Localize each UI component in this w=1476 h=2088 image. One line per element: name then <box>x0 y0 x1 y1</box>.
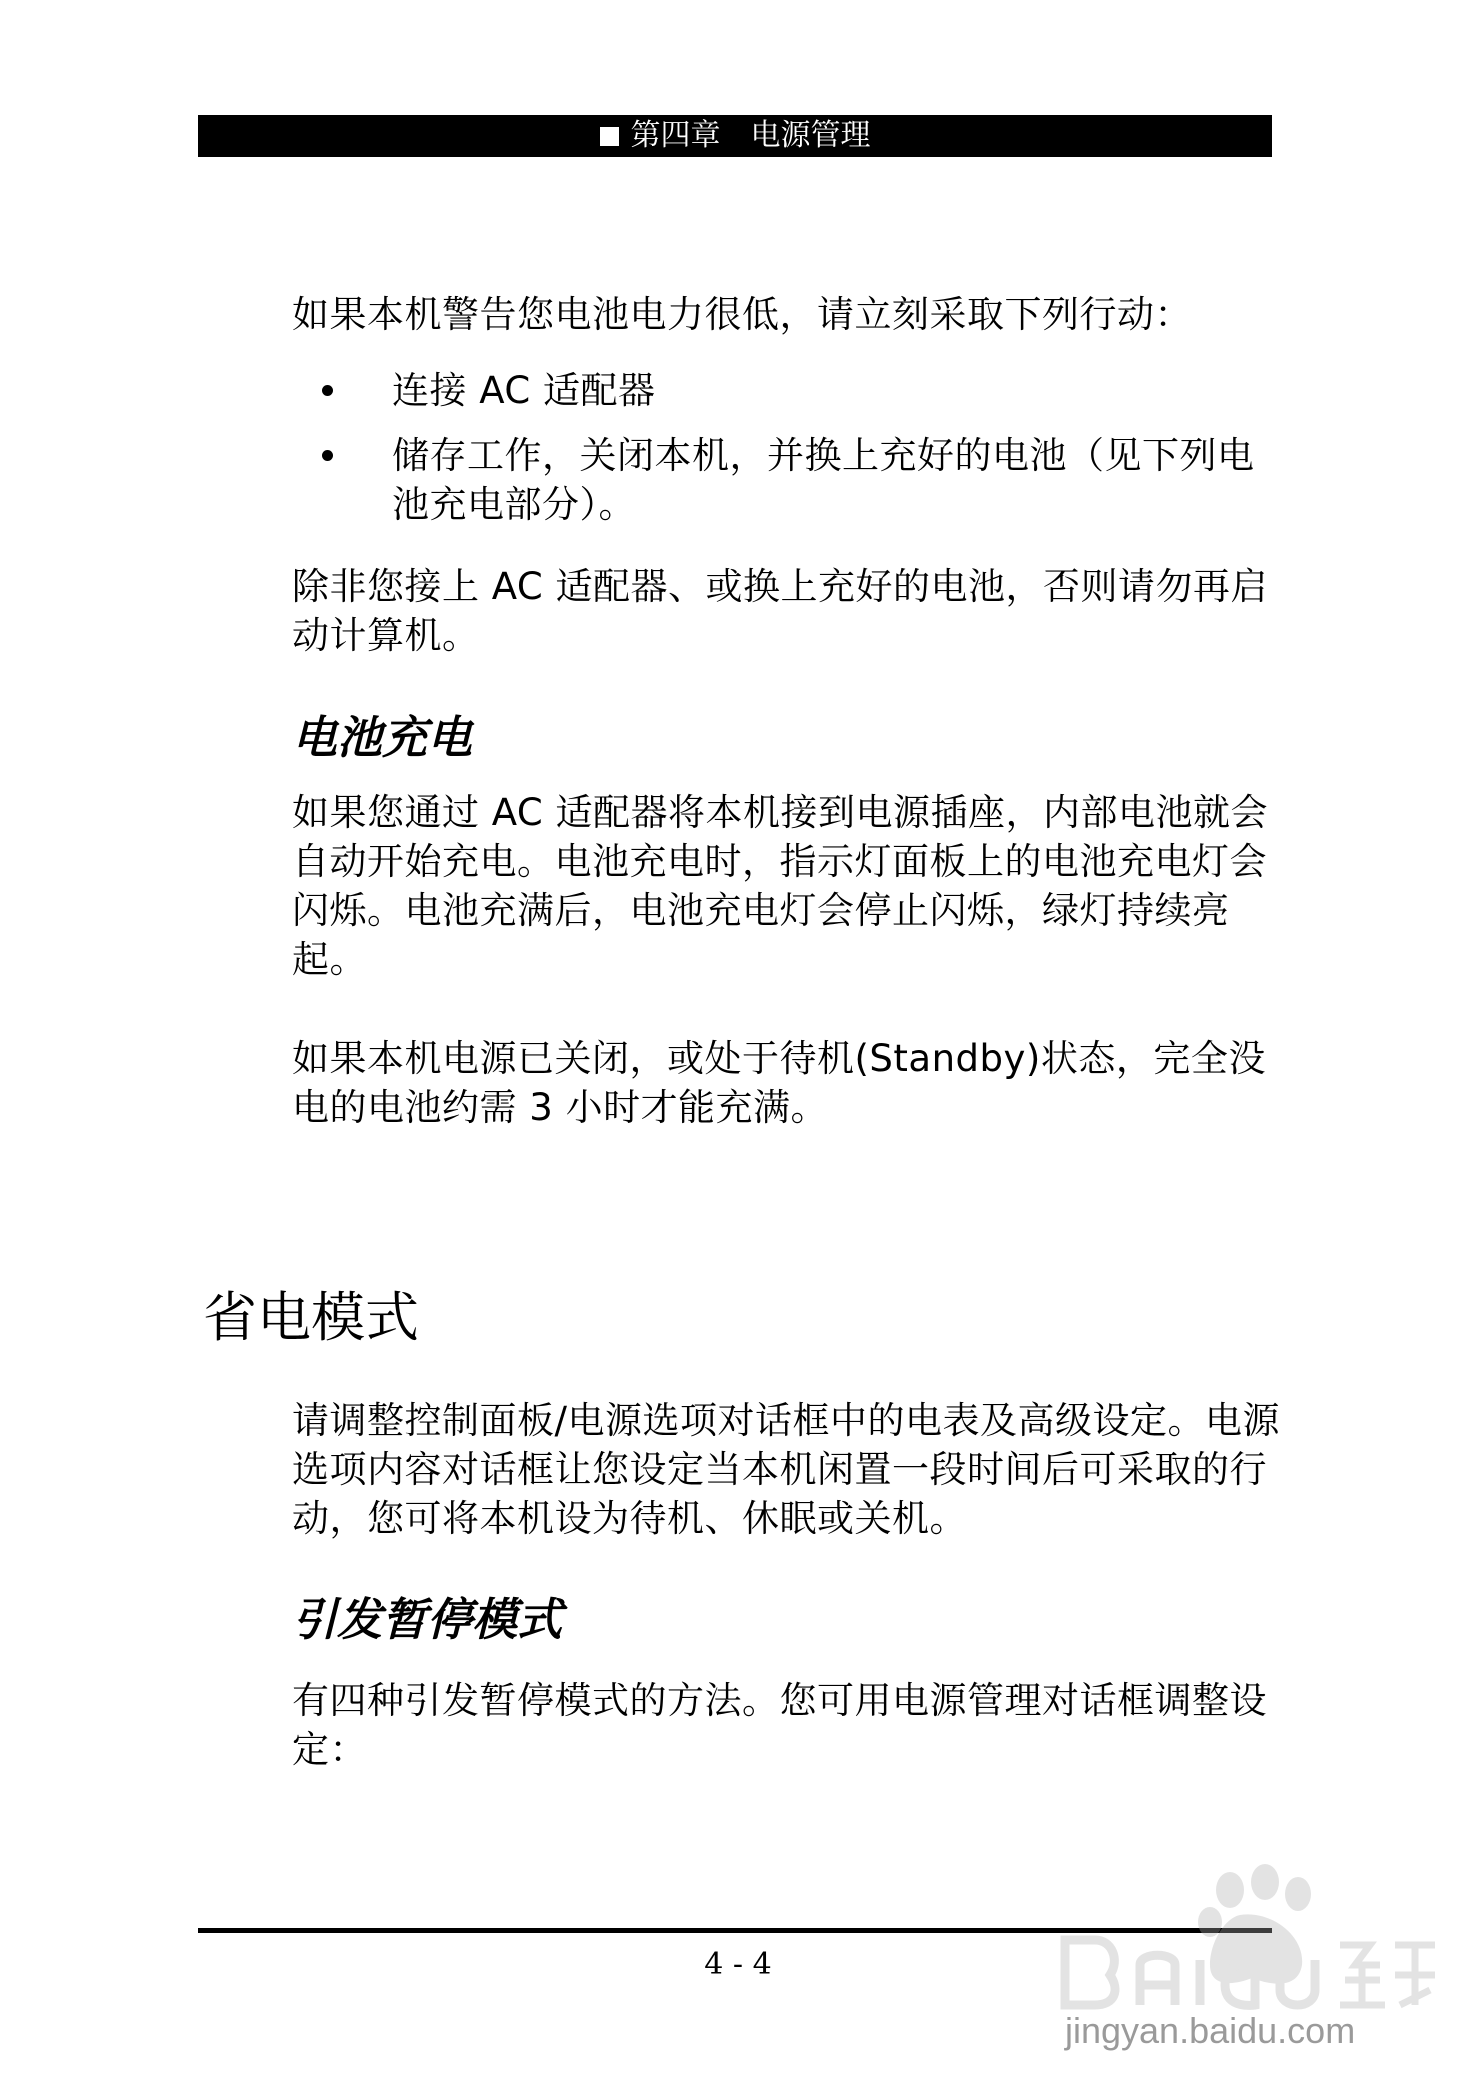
power-saving-paragraph: 请调整控制面板/电源选项对话框中的电表及高级设定。电源选项内容对话框让您设定当本机闲置一段时间后可采取的行动，您可将本机设为待机、休眠或关机。 <box>292 1399 1280 1540</box>
charging-paragraph-1: 如果您通过 AC 适配器将本机接到电源插座，内部电池就会自动开始充电。电池充电时，指示灯面板上的电池充电灯会闪烁。电池充满后，电池充电灯会停止闪烁，绿灯持续亮起。 <box>292 791 1269 981</box>
chapter-header <box>198 115 1272 157</box>
charging-paragraph-2: 如果本机电源已关闭，或处于待机(Standby)状态，完全没电的电池约需 3 小时才能充满。 <box>292 1037 1266 1129</box>
bullet-dot-icon <box>322 450 333 461</box>
list-item-text: 储存工作，关闭本机，并换上充好的电池（见下列电池充电部分）。 <box>392 434 1255 526</box>
suspend-heading: 引发暂停模式 <box>292 1593 563 1646</box>
bullet-dot-icon <box>322 385 333 396</box>
square-bullet-icon <box>600 127 619 146</box>
chapter-title: 第四章 电源管理 <box>630 118 871 153</box>
power-saving-heading: 省电模式 <box>203 1286 419 1349</box>
action-list <box>292 366 1282 529</box>
charging-heading: 电池充电 <box>292 711 473 764</box>
list-item <box>292 366 1282 415</box>
low-battery-warning: 除非您接上 AC 适配器、或换上充好的电池，否则请勿再启动计算机。 <box>292 565 1269 657</box>
page-number: 4 - 4 <box>704 1947 772 1982</box>
watermark-url: jingyan.baidu.com <box>1065 2010 1356 2051</box>
suspend-paragraph: 有四种引发暂停模式的方法。您可用电源管理对话框调整设定： <box>292 1679 1267 1771</box>
list-item-text: 连接 AC 适配器 <box>392 369 656 412</box>
list-item <box>292 431 1282 529</box>
low-battery-intro: 如果本机警告您电池电力很低，请立刻采取下列行动： <box>292 293 1192 336</box>
